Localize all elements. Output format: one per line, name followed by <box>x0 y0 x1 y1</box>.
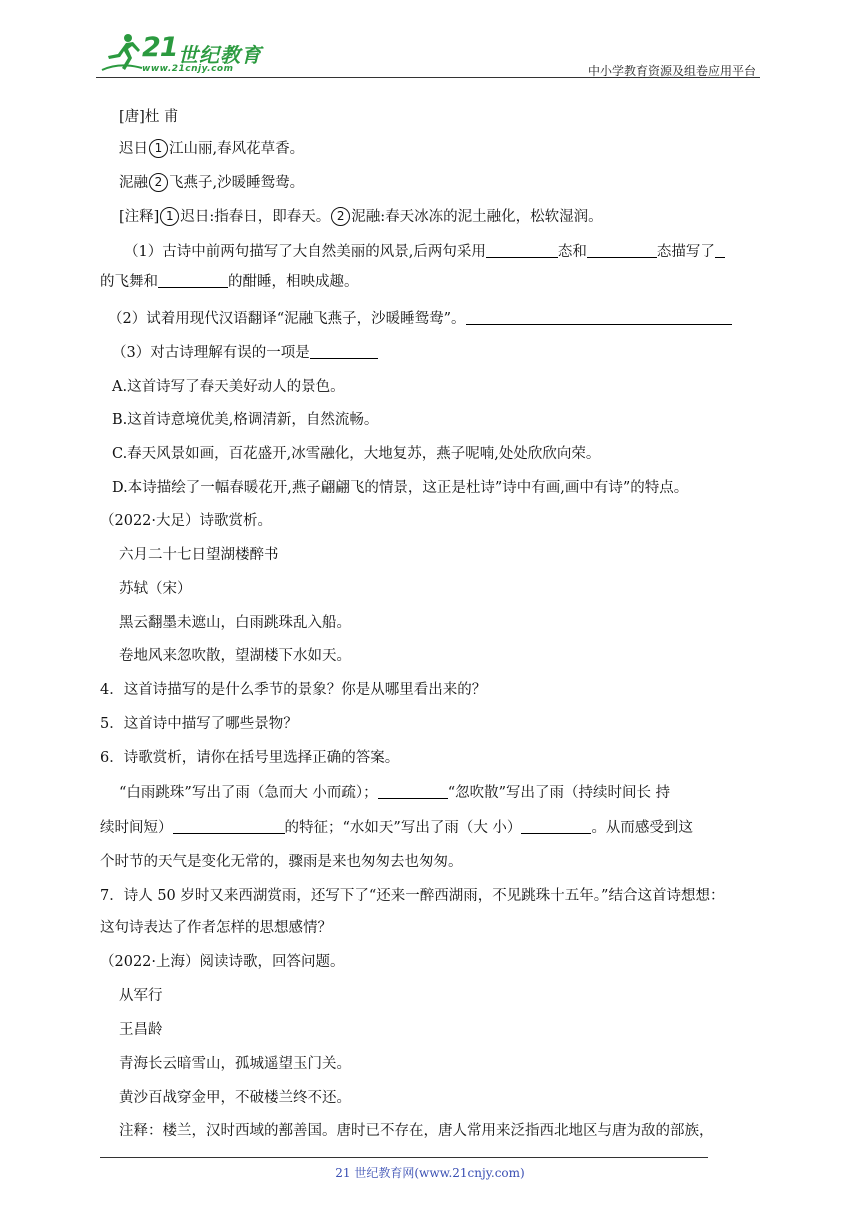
q6-text-d: 的特征；“水如天”写出了雨（大 小） <box>284 820 522 836</box>
q6-text-a: “白雨跳珠”写出了雨（急而大 小而疏）； <box>119 785 378 801</box>
logo-text: 世纪教育 <box>178 43 262 67</box>
question-7-line2: 这句诗表达了作者怎样的思想感情？ <box>100 920 332 936</box>
poem3-source: （2022·上海）阅读诗歌，回答问题。 <box>100 954 345 970</box>
note-marker-1: 1 <box>160 207 179 226</box>
note-marker-2: 2 <box>149 173 168 192</box>
note-marker-2: 2 <box>331 207 350 226</box>
poem3-author: 王昌龄 <box>119 1022 163 1038</box>
poem1-line2 <box>119 173 304 193</box>
poem1-line1-start: 迟日 <box>119 141 148 157</box>
q1-text-e: 的酣睡，相映成趣。 <box>228 274 359 290</box>
option-a: A.这首诗写了春天美好动人的景色。 <box>112 379 345 395</box>
question-6-line2 <box>100 818 693 838</box>
question-4: 4．这首诗描写的是什么季节的景象？你是从哪里看出来的？ <box>100 682 487 698</box>
question-6-line3: 个时节的天气是变化无常的，骤雨是来也匆匆去也匆匆。 <box>100 854 463 870</box>
question-1-line1 <box>124 242 725 262</box>
q6-text-c: 续时间短） <box>100 820 173 836</box>
poem3-line2: 黄沙百战穿金甲，不破楼兰终不还。 <box>119 1090 351 1106</box>
question-7-line1: 7．诗人 50 岁时又来西湖赏雨，还写下了“还来一醉西湖雨，不见跳珠十五年。”结合这首诗想想： <box>100 888 725 904</box>
poem3-note: 注释：楼兰，汉时西域的鄯善国。唐时已不存在，唐人常用来泛指西北地区与唐为敌的部族， <box>119 1123 714 1139</box>
question-6-line1 <box>119 783 670 803</box>
answer-blank[interactable] <box>158 273 228 288</box>
platform-title: 中小学教育资源及组卷应用平台 <box>587 64 756 78</box>
question-3 <box>112 343 378 363</box>
answer-blank[interactable] <box>466 310 732 325</box>
poem2-title: 六月二十七日望湖楼醉书 <box>119 547 279 563</box>
answer-blank[interactable] <box>310 344 378 359</box>
note-marker-1: 1 <box>149 139 168 158</box>
answer-blank[interactable] <box>521 819 591 834</box>
footer-divider <box>100 1157 708 1158</box>
poem1-notes <box>119 207 603 227</box>
logo-number: 21 <box>142 32 178 63</box>
poem1-line2-start: 泥融 <box>119 175 148 191</box>
q6-text-b: “忽吹散”写出了雨（持续时间长 持 <box>447 785 671 801</box>
answer-blank[interactable] <box>715 243 725 258</box>
q1-text-b: 态和 <box>557 244 587 260</box>
site-logo <box>96 30 276 76</box>
logo-url: www.21cnjy.com <box>142 64 234 74</box>
answer-blank[interactable] <box>587 243 657 258</box>
header-divider <box>96 77 760 78</box>
q6-text-e: 。从而感受到这 <box>591 820 693 836</box>
q1-text-a: （1）古诗中前两句描写了大自然美丽的风景,后两句采用 <box>124 244 486 260</box>
question-5: 5．这首诗中描写了哪些景物？ <box>100 716 298 732</box>
q1-text-d: 的飞舞和 <box>100 274 158 290</box>
poem2-line2: 卷地风来忽吹散，望湖楼下水如天。 <box>119 648 351 664</box>
q3-text: （3）对古诗理解有误的一项是 <box>112 345 310 361</box>
q1-text-c: 态描写了 <box>656 244 715 260</box>
question-6: 6．诗歌赏析，请你在括号里选择正确的答案。 <box>100 750 400 766</box>
poem2-line1: 黑云翻墨未遮山，白雨跳珠乱入船。 <box>119 615 351 631</box>
answer-blank[interactable] <box>486 243 558 258</box>
note-label: [注释] <box>119 209 160 225</box>
question-1-line2 <box>100 272 359 292</box>
option-d: D.本诗描绘了一幅春暖花开,燕子翩翩飞的情景，这正是杜诗”诗中有画,画中有诗”的特点。 <box>112 480 689 496</box>
poem3-title: 从军行 <box>119 988 163 1004</box>
q2-text: （2）试着用现代汉语翻译“泥融飞燕子，沙暖睡鸳鸯”。 <box>108 311 466 327</box>
runner-logo-icon <box>100 32 144 74</box>
page-header <box>96 30 760 78</box>
page-footer[interactable]: 21 世纪教育网(www.21cnjy.com) <box>335 1166 525 1180</box>
answer-blank[interactable] <box>378 784 448 799</box>
poem3-line1: 青海长云暗雪山，孤城遥望玉门关。 <box>119 1056 351 1072</box>
option-b: B.这首诗意境优美,格调清新，自然流畅。 <box>112 412 379 428</box>
note-2: 泥融:春天冰冻的泥土融化，松软湿润。 <box>351 209 603 225</box>
poem1-author: [唐]杜 甫 <box>119 109 179 125</box>
note-1: 迟日:指春日，即春天。 <box>180 209 331 225</box>
poem2-author: 苏轼（宋） <box>119 581 192 597</box>
answer-blank[interactable] <box>173 819 285 834</box>
poem1-line1-end: 江山丽,春风花草香。 <box>169 141 305 157</box>
option-c: C.春天风景如画，百花盛开,冰雪融化，大地复苏，燕子呢喃,处处欣欣向荣。 <box>112 446 601 462</box>
poem2-source: （2022·大足）诗歌赏析。 <box>100 513 273 529</box>
question-2 <box>108 309 732 329</box>
poem1-line1 <box>119 139 304 159</box>
poem1-line2-end: 飞燕子,沙暖睡鸳鸯。 <box>169 175 305 191</box>
